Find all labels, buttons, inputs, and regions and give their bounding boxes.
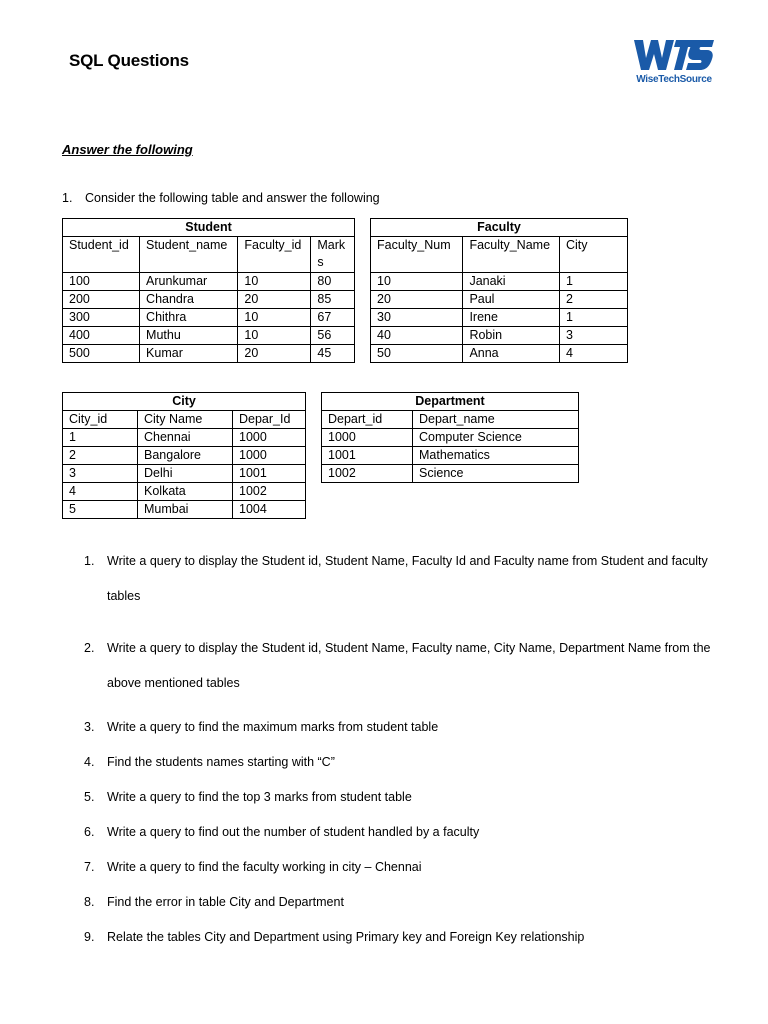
table-row: [63, 345, 355, 363]
table-cell: 1: [63, 429, 138, 447]
table-row: [371, 327, 628, 345]
table-cell: 1001: [322, 447, 413, 465]
table-cell: 1002: [322, 465, 413, 483]
table-caption: Faculty: [371, 219, 628, 237]
table-header-cell: Faculty_Name: [463, 237, 560, 273]
table-header-cell: City_id: [63, 411, 138, 429]
table-cell: 1000: [233, 447, 306, 465]
list-item: [84, 823, 724, 841]
table-cell: 30: [371, 309, 463, 327]
table-cell: 500: [63, 345, 140, 363]
student-table: [62, 218, 355, 363]
table-row: [322, 447, 579, 465]
table-cell: 50: [371, 345, 463, 363]
list-item: [84, 544, 724, 614]
page-title: SQL Questions: [69, 51, 189, 70]
question-number: 8.: [84, 895, 95, 909]
logo-text: WiseTechSource: [636, 74, 712, 85]
table-header-cell: Faculty_id: [238, 237, 311, 273]
table-cell: 3: [559, 327, 627, 345]
question-number: 2.: [84, 641, 95, 655]
table-cell: Science: [413, 465, 579, 483]
table-cell: 4: [559, 345, 627, 363]
table-header-cell: Faculty_Num: [371, 237, 463, 273]
table-cell: 10: [238, 273, 311, 291]
table-cell: 1: [559, 309, 627, 327]
table-row: [371, 345, 628, 363]
list-item: [84, 893, 724, 911]
table-header-cell: Student_name: [140, 237, 238, 273]
table-cell: 3: [63, 465, 138, 483]
table-cell: 1000: [322, 429, 413, 447]
table-cell: 1004: [233, 501, 306, 519]
question-number: 9.: [84, 930, 95, 944]
question-number: 6.: [84, 825, 95, 839]
list-item: [84, 858, 724, 876]
table-cell: Irene: [463, 309, 560, 327]
question-text: Write a query to display the Student id, Student Name, Faculty Id and Faculty name from Student and faculty tables: [107, 554, 708, 603]
intro-number: 1.: [62, 191, 73, 205]
table-cell: 400: [63, 327, 140, 345]
question-number: 4.: [84, 755, 95, 769]
table-cell: 1000: [233, 429, 306, 447]
list-item: [84, 753, 724, 771]
table-cell: 5: [63, 501, 138, 519]
table-cell: 300: [63, 309, 140, 327]
table-row: [371, 309, 628, 327]
table-header-cell: City: [559, 237, 627, 273]
table-header-cell: Depar_Id: [233, 411, 306, 429]
table-cell: 40: [371, 327, 463, 345]
list-item: [84, 928, 724, 946]
table-row: [63, 309, 355, 327]
list-item: [84, 718, 724, 736]
table-row: [63, 291, 355, 309]
table-cell: 85: [311, 291, 355, 309]
table-row: [63, 327, 355, 345]
table-row: [371, 291, 628, 309]
faculty-table: [370, 218, 628, 363]
question-text: Write a query to find the top 3 marks from student table: [107, 790, 412, 804]
table-cell: Janaki: [463, 273, 560, 291]
table-row: [63, 447, 306, 465]
list-item: [84, 631, 724, 701]
city-table: [62, 392, 306, 519]
question-text: Write a query to find out the number of student handled by a faculty: [107, 825, 480, 839]
table-header-cell: City Name: [138, 411, 233, 429]
table-cell: Chennai: [138, 429, 233, 447]
table-cell: Chandra: [140, 291, 238, 309]
table-cell: Muthu: [140, 327, 238, 345]
table-cell: Mathematics: [413, 447, 579, 465]
question-number: 7.: [84, 860, 95, 874]
question-text: Write a query to find the faculty working in city – Chennai: [107, 860, 422, 874]
table-cell: 56: [311, 327, 355, 345]
list-item: [84, 788, 724, 806]
table-header-cell: Depart_name: [413, 411, 579, 429]
table-row: [63, 273, 355, 291]
question-text: Write a query to display the Student id, Student Name, Faculty name, City Name, Department Name from the above mentioned tables: [107, 641, 711, 690]
table-header-cell: Student_id: [63, 237, 140, 273]
intro-item: [62, 191, 380, 205]
table-cell: 10: [371, 273, 463, 291]
question-text: Relate the tables City and Department using Primary key and Foreign Key relationship: [107, 930, 585, 944]
table-cell: Kumar: [140, 345, 238, 363]
intro-text: Consider the following table and answer the following: [85, 191, 380, 205]
table-cell: Paul: [463, 291, 560, 309]
question-text: Write a query to find the maximum marks from student table: [107, 720, 439, 734]
table-cell: 20: [238, 291, 311, 309]
table-caption: City: [63, 393, 306, 411]
table-row: [63, 465, 306, 483]
question-text: Find the students names starting with “C”: [107, 755, 335, 769]
table-row: [63, 429, 306, 447]
table-caption: Student: [63, 219, 355, 237]
table-cell: Bangalore: [138, 447, 233, 465]
table-cell: 67: [311, 309, 355, 327]
table-caption: Department: [322, 393, 579, 411]
table-header-cell: Mark s: [311, 237, 355, 273]
wts-logo-mark-icon: [632, 36, 716, 74]
question-number: 5.: [84, 790, 95, 804]
table-header-cell: Depart_id: [322, 411, 413, 429]
table-cell: 1: [559, 273, 627, 291]
table-cell: Chithra: [140, 309, 238, 327]
question-text: Find the error in table City and Department: [107, 895, 344, 909]
table-cell: 10: [238, 327, 311, 345]
table-cell: 20: [238, 345, 311, 363]
table-cell: 45: [311, 345, 355, 363]
table-cell: 1001: [233, 465, 306, 483]
table-cell: Robin: [463, 327, 560, 345]
question-number: 1.: [84, 554, 95, 568]
table-cell: 1002: [233, 483, 306, 501]
table-row: [63, 501, 306, 519]
table-cell: 100: [63, 273, 140, 291]
table-cell: 2: [559, 291, 627, 309]
question-number: 3.: [84, 720, 95, 734]
table-cell: 4: [63, 483, 138, 501]
table-cell: Kolkata: [138, 483, 233, 501]
section-heading: Answer the following: [62, 142, 193, 157]
table-cell: 80: [311, 273, 355, 291]
table-row: [371, 273, 628, 291]
table-cell: Anna: [463, 345, 560, 363]
table-cell: 200: [63, 291, 140, 309]
wisetechsource-logo: [632, 36, 716, 88]
table-cell: Computer Science: [413, 429, 579, 447]
department-table: [321, 392, 579, 483]
question-list: [84, 544, 724, 963]
table-cell: Mumbai: [138, 501, 233, 519]
table-cell: 2: [63, 447, 138, 465]
table-row: [322, 465, 579, 483]
table-cell: 20: [371, 291, 463, 309]
table-row: [63, 483, 306, 501]
table-cell: 10: [238, 309, 311, 327]
table-row: [322, 429, 579, 447]
table-cell: Arunkumar: [140, 273, 238, 291]
table-cell: Delhi: [138, 465, 233, 483]
